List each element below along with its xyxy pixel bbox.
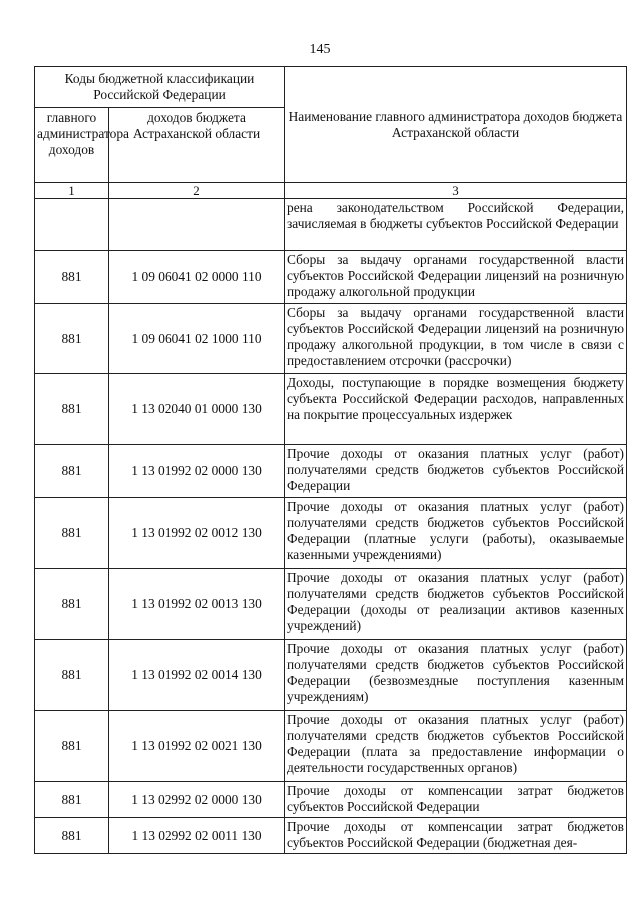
income-name-cell: Прочие доходы от компенсации затрат бюджетов субъектов Российской Федерации (бюджетная дея-: [285, 818, 627, 854]
admin-code-cell: 881: [35, 304, 109, 374]
admin-code-cell: 881: [35, 445, 109, 498]
budget-classification-table: [34, 66, 627, 854]
income-name-cell: Прочие доходы от оказания платных услуг (работ) получателями средств бюджетов субъектов Российской Федерации (платные услуги (работы), оказываемые казенными учреждениями): [285, 498, 627, 569]
header-group-title: Коды бюджетной классификации Российской Федерации: [35, 67, 285, 108]
table-header-row: [35, 67, 627, 108]
income-name-cell: Прочие доходы от оказания платных услуг (работ) получателями средств бюджетов субъектов Российской Федерации (безвозмездные поступления казенным учреждениям): [285, 640, 627, 711]
income-name-cell: рена законодательством Российской Федерации, зачисляемая в бюджеты субъектов Российской Федерации: [285, 199, 627, 251]
income-name-cell: Прочие доходы от оказания платных услуг (работ) получателями средств бюджетов субъектов Российской Федерации (доходы от реализации активов казенных учреждений): [285, 569, 627, 640]
admin-code-cell: 881: [35, 498, 109, 569]
header-name-column: Наименование главного администратора доходов бюджета Астраханской области: [285, 67, 627, 183]
admin-code-cell: 881: [35, 782, 109, 818]
income-name-cell: Прочие доходы от компенсации затрат бюджетов субъектов Российской Федерации: [285, 782, 627, 818]
column-number: 1: [35, 183, 109, 199]
income-name-cell: Сборы за выдачу органами государственной власти субъектов Российской Федерации лицензий на розничную продажу алкогольной продукции: [285, 251, 627, 304]
table-row: [35, 445, 627, 498]
admin-code-cell: 881: [35, 251, 109, 304]
table-row: [35, 818, 627, 854]
column-number: 2: [109, 183, 285, 199]
admin-code-cell: [35, 199, 109, 251]
income-code-cell: 1 09 06041 02 0000 110: [109, 251, 285, 304]
table-row: [35, 304, 627, 374]
table-row: [35, 711, 627, 782]
admin-code-cell: 881: [35, 374, 109, 445]
income-code-cell: 1 13 02992 02 0000 130: [109, 782, 285, 818]
income-name-cell: Прочие доходы от оказания платных услуг (работ) получателями средств бюджетов субъектов Российской Федерации: [285, 445, 627, 498]
admin-code-cell: 881: [35, 640, 109, 711]
column-number-row: [35, 183, 627, 199]
income-name-cell: Доходы, поступающие в порядке возмещения бюджету субъекта Российской Федерации расходов, направленных на покрытие процессуальных издержек: [285, 374, 627, 445]
table-row: [35, 569, 627, 640]
table-row: [35, 640, 627, 711]
income-code-cell: [109, 199, 285, 251]
income-code-cell: 1 13 01992 02 0021 130: [109, 711, 285, 782]
admin-code-cell: 881: [35, 711, 109, 782]
page-number: 145: [309, 42, 331, 57]
table-row: [35, 782, 627, 818]
income-code-cell: 1 13 01992 02 0014 130: [109, 640, 285, 711]
income-code-cell: 1 13 01992 02 0012 130: [109, 498, 285, 569]
income-code-cell: 1 09 06041 02 1000 110: [109, 304, 285, 374]
income-code-cell: 1 13 01992 02 0000 130: [109, 445, 285, 498]
header-admin-column: главного администратора доходов: [35, 108, 109, 183]
income-code-cell: 1 13 02992 02 0011 130: [109, 818, 285, 854]
income-code-cell: 1 13 01992 02 0013 130: [109, 569, 285, 640]
table-row: [35, 251, 627, 304]
table-row: [35, 199, 627, 251]
income-name-cell: Прочие доходы от оказания платных услуг (работ) получателями средств бюджетов субъектов Российской Федерации (плата за предоставление информации о деятельности государственных органов): [285, 711, 627, 782]
table-row: [35, 374, 627, 445]
admin-code-cell: 881: [35, 569, 109, 640]
admin-code-cell: 881: [35, 818, 109, 854]
table-row: [35, 498, 627, 569]
column-number: 3: [285, 183, 627, 199]
income-name-cell: Сборы за выдачу органами государственной власти субъектов Российской Федерации лицензий на розничную продажу алкогольной продукции, в том числе в связи с предоставлением отсрочки (рассрочки): [285, 304, 627, 374]
header-code-column: доходов бюджета Астраханской области: [109, 108, 285, 183]
income-code-cell: 1 13 02040 01 0000 130: [109, 374, 285, 445]
